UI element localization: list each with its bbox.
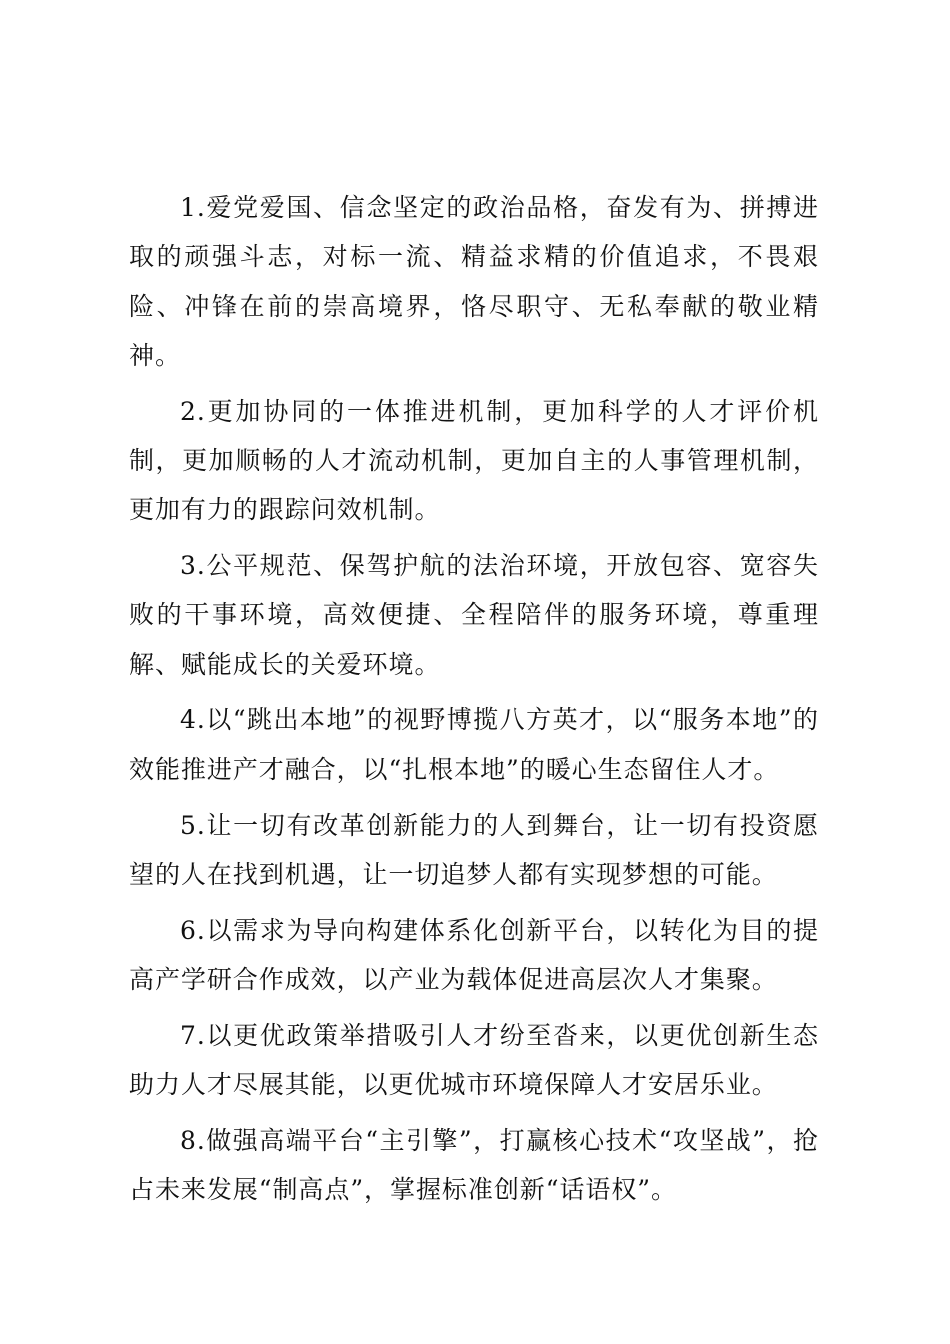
paragraph-2: 2.更加协同的一体推进机制，更加科学的人才评价机制，更加顺畅的人才流动机制，更加自主的人事管理机制，更加有力的跟踪问效机制。 [129,396,819,525]
paragraph-6: 6.以需求为导向构建体系化创新平台，以转化为目的提高产学研合作成效，以产业为载体促进高层次人才集聚。 [129,915,819,994]
paragraph-4: 4.以“跳出本地”的视野博揽八方英才，以“服务本地”的效能推进产才融合，以“扎根本地”的暖心生态留住人才。 [129,705,819,784]
paragraph-8: 8.做强高端平台“主引擎”，打赢核心技术“攻坚战”，抢占未来发展“制高点”，掌握标准创新“话语权”。 [129,1125,819,1205]
paragraph-1: 1.爱党爱国、信念坚定的政治品格，奋发有为、拼搏进取的顽强斗志，对标一流、精益求精的价值追求，不畏艰险、冲锋在前的崇高境界，恪尽职守、无私奉献的敬业精神。 [129,193,819,370]
paragraph-5: 5.让一切有改革创新能力的人到舞台，让一切有投资愿望的人在找到机遇，让一切追梦人都有实现梦想的可能。 [129,810,819,889]
document-body [129,183,819,1221]
paragraph-7: 7.以更优政策举措吸引人才纷至沓来，以更优创新生态助力人才尽展其能，以更优城市环境保障人才安居乐业。 [129,1020,819,1100]
paragraph-3: 3.公平规范、保驾护航的法治环境，开放包容、宽容失败的干事环境，高效便捷、全程陪伴的服务环境，尊重理解、赋能成长的关爱环境。 [129,551,819,679]
